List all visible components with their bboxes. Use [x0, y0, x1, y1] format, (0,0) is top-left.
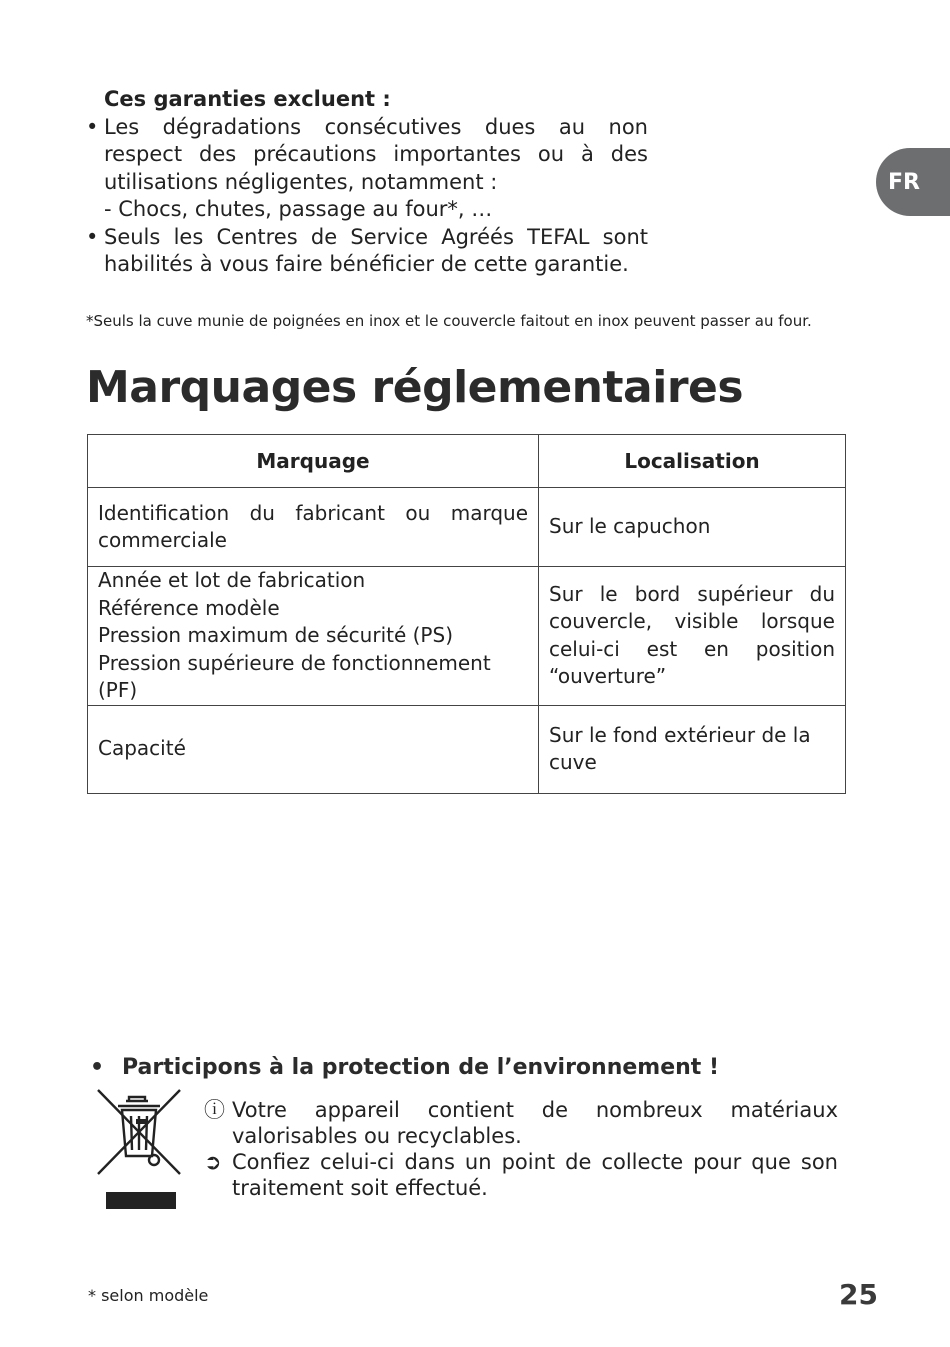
markings-table — [87, 434, 846, 794]
header-location: Localisation — [539, 435, 846, 488]
warranty-exclusions — [86, 86, 648, 279]
environment-text — [204, 1097, 838, 1201]
location-cell: Sur le capuchon — [539, 488, 846, 567]
bullet-icon: • — [90, 1055, 105, 1080]
environment-title: • Participons à la protection de l’environnement ! — [90, 1055, 719, 1080]
section-title: Marquages réglementaires — [86, 362, 744, 413]
bullet-icon: • — [86, 114, 99, 139]
marking-cell: Capacité — [88, 705, 539, 793]
warranty-bullet-1: • Les dégradations consécutives dues au non respect des précautions importantes ou à des utilisations négligentes, notamment : — [86, 114, 648, 197]
environment-action: ➲ Confiez celui-ci dans un point de collecte pour que son traitement soit effectué. — [204, 1150, 838, 1200]
table-row — [88, 705, 846, 793]
crossed-out-bin-icon — [96, 1088, 182, 1210]
language-tab: FR — [876, 148, 950, 216]
arrow-right-icon: ➲ — [204, 1150, 222, 1174]
location-cell: Sur le fond extérieur de la cuve — [539, 705, 846, 793]
table-row — [88, 488, 846, 567]
environment-info: ⓘ Votre appareil contient de nombreux matériaux valorisables ou recyclables. — [204, 1098, 838, 1148]
header-marking: Marquage — [88, 435, 539, 488]
info-icon: ⓘ — [204, 1098, 225, 1122]
table-header-row — [88, 435, 846, 488]
warranty-bullet-2: • Seuls les Centres de Service Agréés TEFAL sont habilités à vous faire bénéficier de cette garantie. — [86, 224, 648, 279]
page-number: 25 — [839, 1278, 878, 1311]
model-footnote: * selon modèle — [88, 1286, 209, 1305]
warranty-heading: Ces garanties excluent : — [104, 87, 391, 111]
bullet-icon: • — [86, 224, 99, 249]
marking-cell: Année et lot de fabrication Référence modèle Pression maximum de sécurité (PS) Pression supérieure de fonctionnement (PF) — [88, 567, 539, 706]
location-cell: Sur le bord supérieur du couvercle, visible lorsque celui-ci est en position “ouverture” — [539, 567, 846, 706]
table-row — [88, 567, 846, 706]
marking-cell: Identification du fabricant ou marque commerciale — [88, 488, 539, 567]
warranty-sub-item: - Chocs, chutes, passage au four*, … — [104, 197, 493, 221]
oven-footnote: *Seuls la cuve munie de poignées en inox et le couvercle faitout en inox peuvent passer au four. — [86, 312, 812, 330]
